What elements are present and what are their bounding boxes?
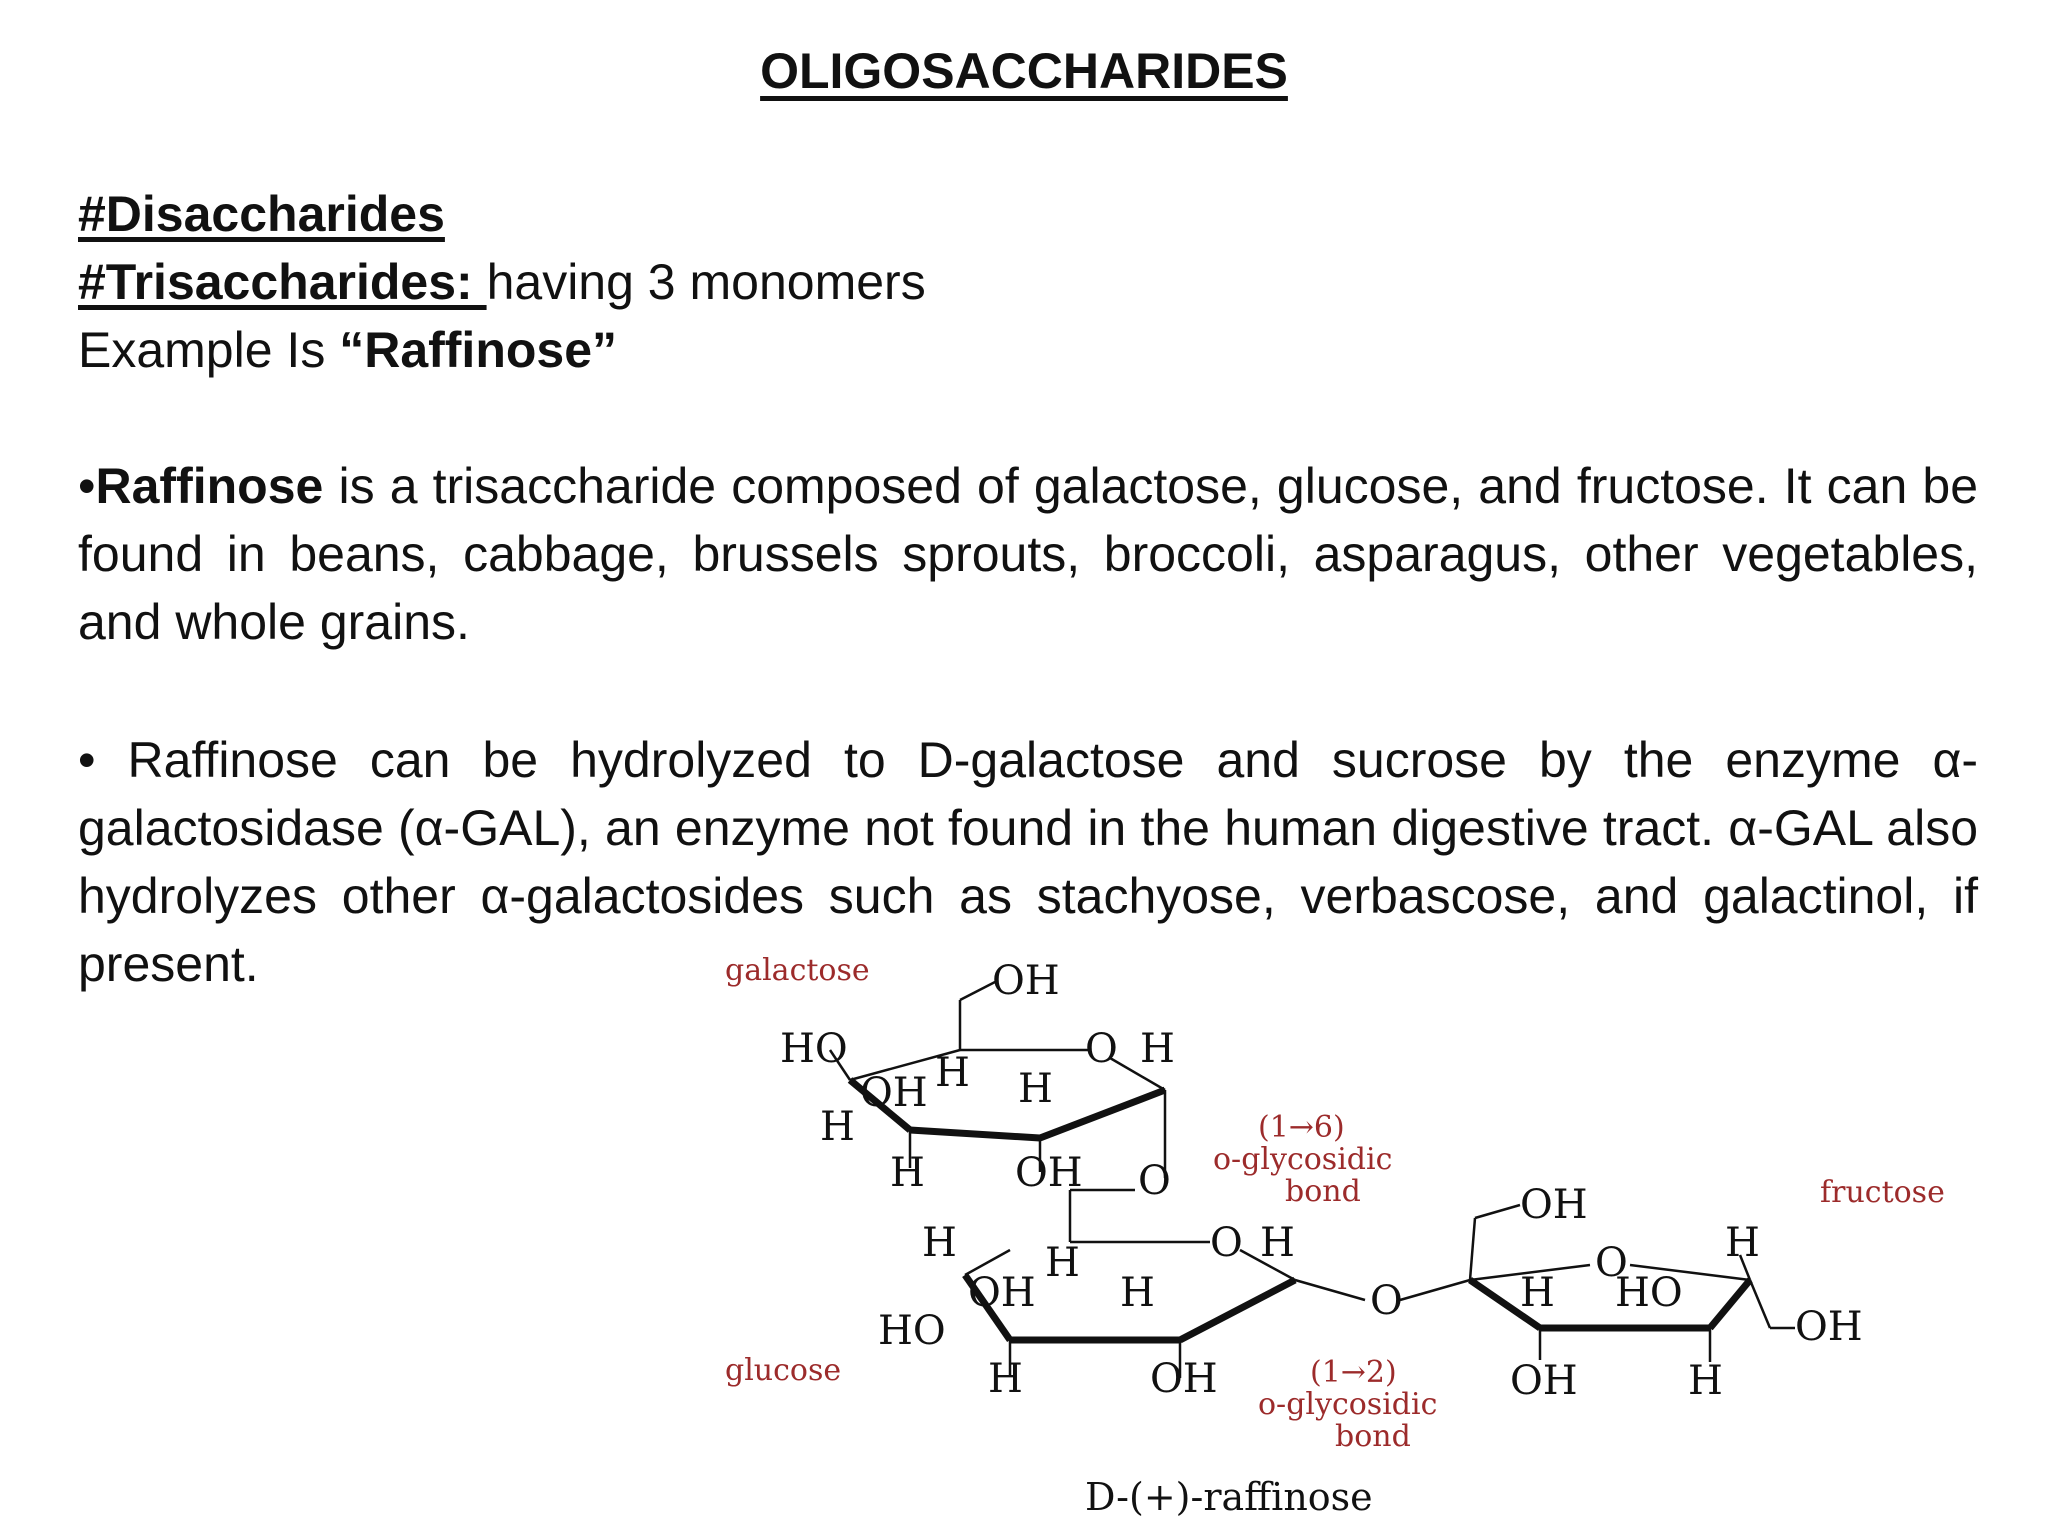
- atom-oh: OH: [860, 1070, 928, 1116]
- atom-oh: OH: [1015, 1150, 1083, 1196]
- heading-disaccharides: [78, 180, 445, 248]
- atom-h: H: [988, 1356, 1023, 1402]
- atom-o: O: [1085, 1026, 1118, 1072]
- heading-trisaccharides-label: #Trisaccharides:: [78, 254, 487, 310]
- paragraph-text: is a trisaccharide composed of galactose, glucose, and fructose. It can be found in beans, cabbage, brussels sprouts, broccoli, asparagus, other vegetables, and whole grains.: [78, 458, 1978, 650]
- atom-ho: HO: [878, 1308, 946, 1354]
- raffinose-term: Raffinose: [95, 458, 324, 514]
- trisaccharides-description: having 3 monomers: [486, 254, 926, 310]
- atom-h: H: [890, 1150, 925, 1196]
- atom-h: H: [1018, 1066, 1053, 1112]
- label-bond1-type: o-glycosidic: [1213, 1142, 1393, 1177]
- heading-trisaccharides: [78, 248, 926, 316]
- atom-oh: OH: [992, 958, 1060, 1004]
- atom-oh: OH: [968, 1270, 1036, 1316]
- example-prefix: Example Is: [78, 322, 340, 378]
- atom-h: H: [1120, 1270, 1155, 1316]
- raffinose-structure-svg: [710, 950, 2010, 1530]
- atom-h: H: [820, 1104, 855, 1150]
- atom-h: H: [1260, 1220, 1295, 1266]
- label-bond2-type: o-glycosidic: [1258, 1387, 1438, 1422]
- atom-o: O: [1138, 1158, 1171, 1204]
- atom-oh: OH: [1795, 1304, 1863, 1350]
- diagram-caption: D-(+)-raffinose: [1085, 1475, 1373, 1519]
- label-glucose: glucose: [725, 1353, 842, 1388]
- heading-disaccharides-label: #Disaccharides: [78, 186, 445, 242]
- atom-h: H: [1688, 1358, 1723, 1404]
- atom-o: O: [1595, 1240, 1628, 1286]
- atom-h: H: [1725, 1220, 1760, 1266]
- label-bond2-linkage: (1→2): [1310, 1355, 1397, 1390]
- label-bond2-word: bond: [1335, 1419, 1411, 1454]
- atom-h: H: [1140, 1026, 1175, 1072]
- label-bond1-word: bond: [1285, 1174, 1361, 1209]
- raffinose-structure-diagram: [710, 950, 2010, 1530]
- atom-oh: OH: [1150, 1356, 1218, 1402]
- atom-ho: HO: [1615, 1270, 1683, 1316]
- example-name: “Raffinose”: [339, 322, 618, 378]
- atom-ho: HO: [780, 1026, 848, 1072]
- atom-h: H: [1520, 1270, 1555, 1316]
- atom-h: H: [922, 1220, 957, 1266]
- example-line: [78, 316, 617, 384]
- atom-h: H: [1045, 1240, 1080, 1286]
- paragraph-raffinose-composition: [78, 452, 1978, 656]
- atom-o: O: [1370, 1278, 1403, 1324]
- atom-h: H: [935, 1050, 970, 1096]
- paragraph-text: • Raffinose can be hydrolyzed to D-galactose and sucrose by the enzyme α-galactosidase (α-GAL), an enzyme not found in the human digestive tract. α-GAL also hydrolyzes other α-galactosides such as stachyose, verbascose, and galactinol, if present.: [78, 732, 1978, 992]
- bullet: •: [78, 458, 96, 514]
- atom-oh: OH: [1510, 1358, 1578, 1404]
- atom-o: O: [1210, 1220, 1243, 1266]
- atom-oh: OH: [1520, 1182, 1588, 1228]
- label-galactose: galactose: [725, 953, 870, 988]
- page-title: OLIGOSACCHARIDES: [760, 43, 1288, 99]
- label-bond1-linkage: (1→6): [1258, 1110, 1345, 1145]
- label-fructose: fructose: [1820, 1175, 1945, 1210]
